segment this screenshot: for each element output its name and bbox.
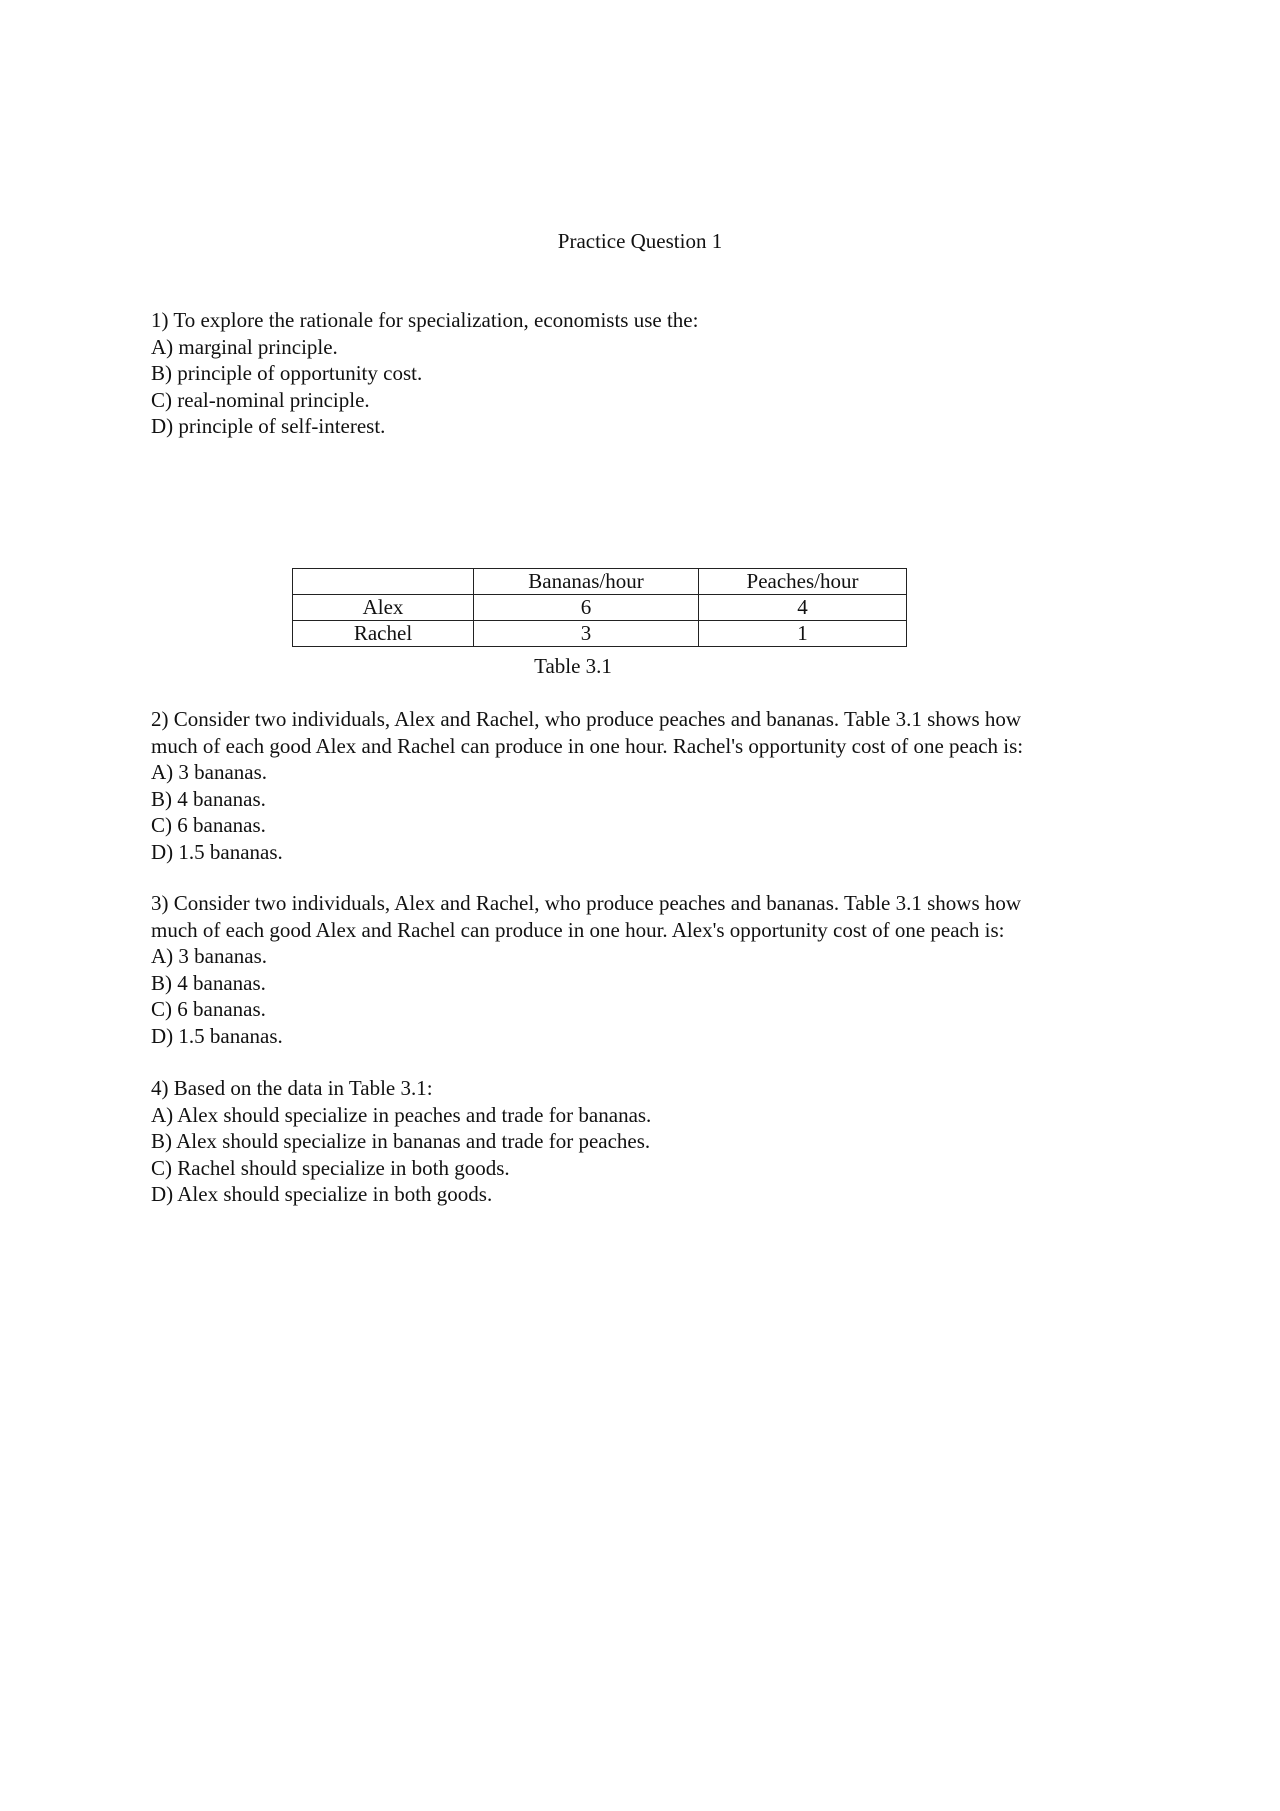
question-3 [151, 890, 1131, 1049]
table-row [293, 621, 907, 647]
question-4 [151, 1075, 1131, 1208]
question-4-option-d: D) Alex should specialize in both goods. [151, 1182, 493, 1206]
question-2-option-d: D) 1.5 bananas. [151, 839, 283, 864]
question-2-option-c: C) 6 bananas. [151, 813, 266, 837]
question-2 [151, 706, 1131, 865]
table-header-empty [293, 569, 474, 595]
question-4-option-a: A) Alex should specialize in peaches and trade for bananas. [151, 1102, 652, 1127]
question-2-option-b: B) 4 bananas. [151, 786, 266, 811]
question-1-option-c: C) real-nominal principle. [151, 387, 370, 412]
question-1 [151, 307, 1131, 440]
table-header-row [293, 569, 907, 595]
question-1-option-d: D) principle of self-interest. [151, 414, 386, 438]
question-3-stem-line-2: much of each good Alex and Rachel can produce in one hour. Alex's opportunity cost of one peach is: [151, 917, 1005, 942]
table-header-bananas: Bananas/hour [474, 569, 699, 595]
question-2-stem-line-2: much of each good Alex and Rachel can produce in one hour. Rachel's opportunity cost of one peach is: [151, 733, 1024, 758]
table-cell-peaches: 4 [699, 595, 907, 621]
question-4-stem: 4) Based on the data in Table 3.1: [151, 1076, 433, 1100]
table-cell-name: Alex [293, 595, 474, 621]
table-cell-name: Rachel [293, 621, 474, 647]
table-cell-bananas: 3 [474, 621, 699, 647]
table-header-peaches: Peaches/hour [699, 569, 907, 595]
question-4-option-c: C) Rachel should specialize in both goods. [151, 1155, 510, 1180]
question-3-stem-line-1: 3) Consider two individuals, Alex and Rachel, who produce peaches and bananas. Table 3.1 shows how [151, 891, 1022, 915]
question-3-option-c: C) 6 bananas. [151, 997, 266, 1021]
question-2-option-a: A) 3 bananas. [151, 760, 268, 784]
page-title: Practice Question 1 [557, 229, 723, 253]
table-cell-bananas: 6 [474, 595, 699, 621]
question-1-stem: 1) To explore the rationale for specialization, economists use the: [151, 308, 699, 332]
question-1-option-b: B) principle of opportunity cost. [151, 361, 423, 385]
table-row [293, 595, 907, 621]
question-1-option-a: A) marginal principle. [151, 334, 338, 359]
question-4-option-b: B) Alex should specialize in bananas and trade for peaches. [151, 1129, 651, 1153]
question-3-option-b: B) 4 bananas. [151, 970, 266, 995]
question-3-option-d: D) 1.5 bananas. [151, 1023, 283, 1048]
question-2-stem-line-1: 2) Consider two individuals, Alex and Rachel, who produce peaches and bananas. Table 3.1 shows how [151, 707, 1022, 731]
production-table [292, 568, 907, 647]
table-caption: Table 3.1 [534, 654, 612, 678]
production-table-container [292, 568, 907, 647]
question-3-option-a: A) 3 bananas. [151, 944, 268, 968]
table-cell-peaches: 1 [699, 621, 907, 647]
